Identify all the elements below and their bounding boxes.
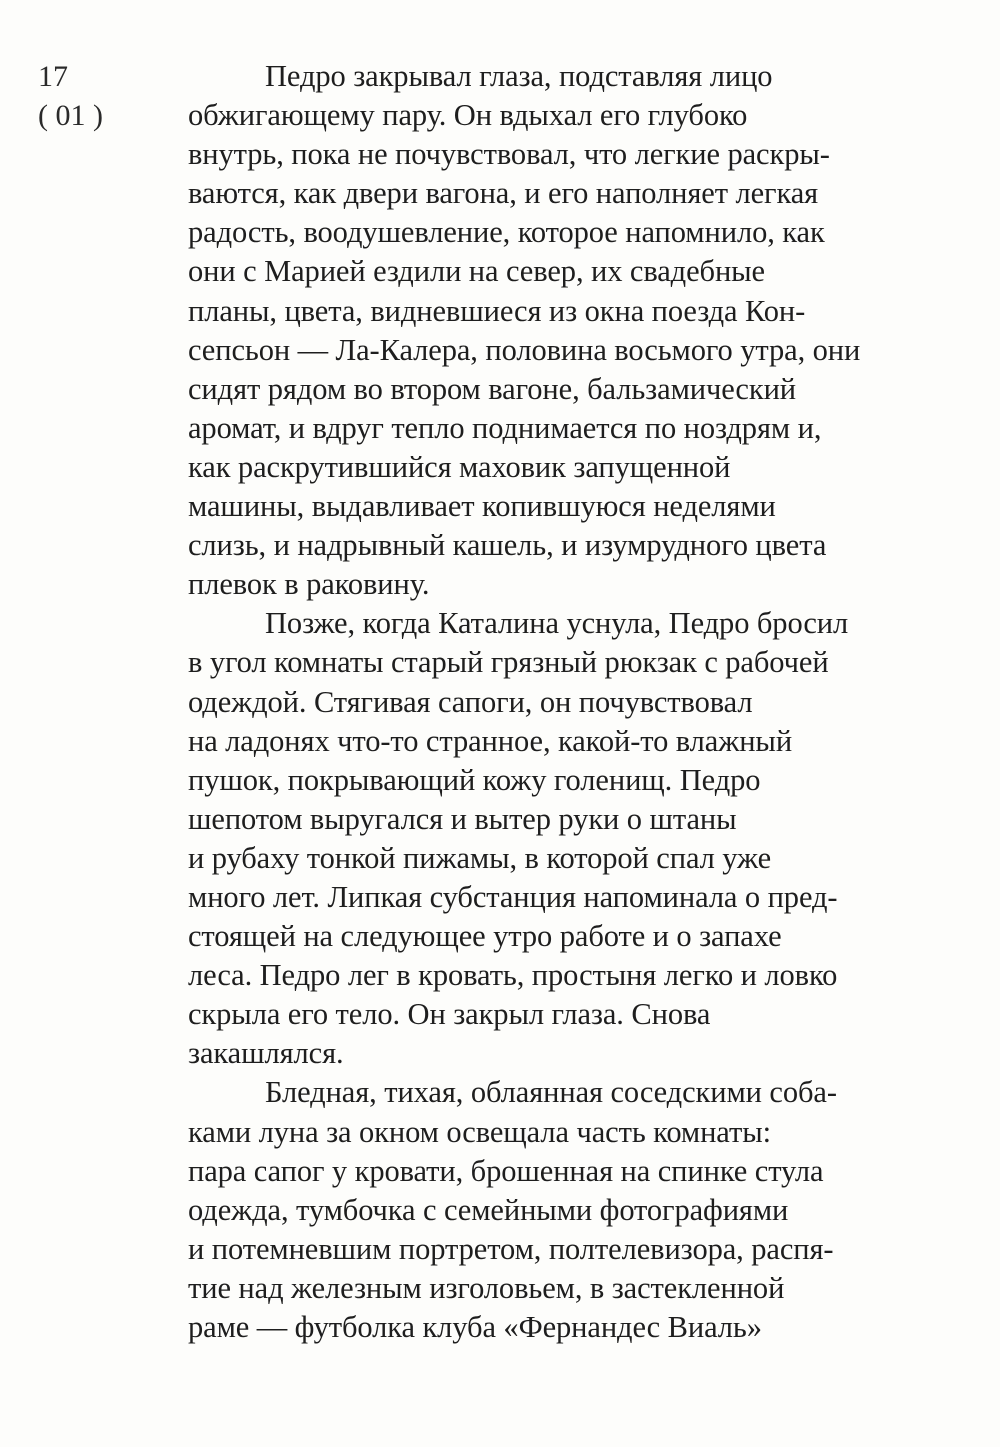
text-line: скрыла его тело. Он закрыл глаза. Снова [188, 997, 711, 1032]
paragraph-first-line: Позже, когда Каталина уснула, Педро бросил [265, 606, 849, 641]
text-line: и потемневшим портретом, полтелевизора, распя- [188, 1231, 834, 1266]
paragraph-first-line: Бледная, тихая, облаянная соседскими соба- [265, 1075, 837, 1110]
text-line: машины, выдавливает копившуюся неделями [188, 489, 776, 524]
text-line: как раскрутившийся маховик запущенной [188, 449, 731, 484]
text-line: внутрь, пока не почувствовал, что легкие раскры- [188, 137, 830, 172]
text-line: плевок в раковину. [188, 567, 430, 602]
chapter-marker: ( 01 ) [38, 99, 103, 132]
page-margin-meta [38, 57, 103, 135]
text-line: сидят рядом во втором вагоне, бальзамический [188, 371, 797, 406]
text-line: одеждой. Стягивая сапоги, он почувствовал [188, 684, 753, 719]
text-line: на ладонях что-то странное, какой-то влажный [188, 723, 793, 758]
body-text [188, 57, 978, 1347]
text-line: ками луна за окном освещала часть комнаты: [188, 1114, 771, 1149]
text-line: пушок, покрывающий кожу голенищ. Педро [188, 762, 761, 797]
text-line: сепсьон — Ла-Калера, половина восьмого утра, они [188, 332, 861, 367]
text-line: стоящей на следующее утро работе и о запахе [188, 919, 782, 954]
text-line: раме — футболка клуба «Фернандес Виаль» [188, 1310, 762, 1344]
text-line: тие над железным изголовьем, в застекленной [188, 1270, 785, 1305]
text-line: шепотом выругался и вытер руки о штаны [188, 801, 737, 836]
text-line: аромат, и вдруг тепло поднимается по ноздрям и, [188, 410, 822, 445]
text-line: много лет. Липкая субстанция напоминала о пред- [188, 879, 838, 914]
text-line: и рубаху тонкой пижамы, в которой спал уже [188, 840, 772, 875]
text-line: обжигающему пару. Он вдыхал его глубоко [188, 98, 748, 133]
page-number: 17 [38, 60, 68, 93]
text-line: они с Марией ездили на север, их свадебные [188, 254, 765, 289]
text-line: в угол комнаты старый грязный рюкзак с рабочей [188, 645, 829, 680]
text-line: ваются, как двери вагона, и его наполняет легкая [188, 176, 819, 211]
text-line: одежда, тумбочка с семейными фотографиями [188, 1192, 789, 1227]
paragraph-first-line: Педро закрывал глаза, подставляя лицо [265, 59, 773, 93]
text-line: пара сапог у кровати, брошенная на спинке стула [188, 1153, 824, 1188]
text-line: закашлялся. [188, 1036, 344, 1071]
text-line: слизь, и надрывный кашель, и изумрудного цвета [188, 528, 827, 563]
text-line: радость, воодушевление, которое напомнило, как [188, 215, 825, 250]
text-line: планы, цвета, видневшиеся из окна поезда Кон- [188, 293, 806, 328]
text-line: леса. Педро лег в кровать, простыня легко и ловко [188, 958, 838, 993]
